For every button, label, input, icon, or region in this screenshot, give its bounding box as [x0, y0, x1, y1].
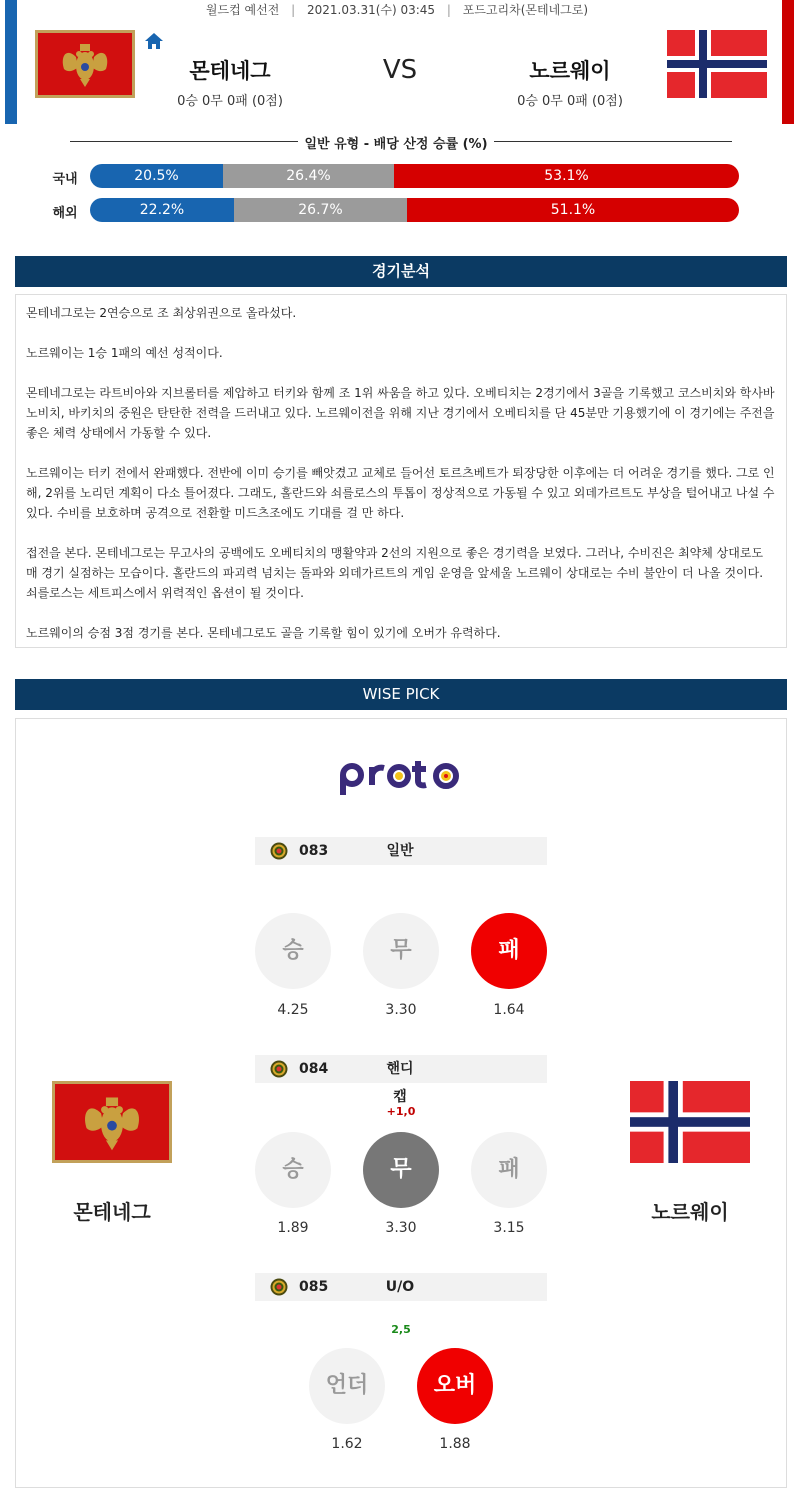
odd-value: 1.89 — [277, 1220, 309, 1236]
analysis-paragraph: 몬테네그로는 라트비아와 지브롤터를 제압하고 터키와 함께 조 1위 싸움을 하고 있다. 오베티치는 2경기에서 3골을 기록했고 코스비치와 학사바노비치, 바키치의 중원은 탄탄한 전력을 드러내고 있다. 노르웨이전을 위해 지난 경기에서 오베티치를 단 45분만 기용했기에 이 경기에는 주전을 좋은 체력 상태에서 가동할 수 있다. — [26, 386, 775, 440]
option-over-circle-selected[interactable]: 오버 — [417, 1348, 493, 1424]
probability-row-label: 해외 — [52, 206, 78, 221]
option-lose-circle-selected[interactable]: 패 — [471, 913, 547, 989]
home-team-record: 0승 0무 0패 (0점) — [177, 94, 283, 109]
option-win-circle[interactable]: 승 — [255, 913, 331, 989]
odd-value: 1.64 — [493, 1002, 525, 1018]
match-info-line — [0, 0, 794, 20]
away-team-record: 0승 0무 0패 (0점) — [517, 94, 623, 109]
league-text: 월드컵 예선전 — [205, 3, 280, 17]
bet-type: 핸디캡 — [386, 1061, 414, 1105]
pick-away-team-name: 노르웨이 — [651, 1200, 729, 1224]
odd-value: 3.30 — [385, 1220, 417, 1236]
target-icon — [270, 1060, 288, 1078]
probability-bar-domestic — [90, 164, 739, 188]
odd-value: 1.62 — [331, 1436, 363, 1452]
option-lose-circle[interactable]: 패 — [471, 1132, 547, 1208]
total-line-value: 2,5 — [391, 1323, 411, 1336]
norway-flag-icon — [630, 1081, 750, 1163]
home-icon — [144, 32, 164, 50]
target-icon — [270, 842, 288, 860]
option-win-circle[interactable]: 승 — [255, 1132, 331, 1208]
venue-text: 포드고리차(몬테네그로) — [462, 3, 589, 17]
divider — [70, 141, 298, 142]
montenegro-flag-icon — [35, 30, 135, 98]
bet-header-084 — [255, 1055, 547, 1105]
odd-value: 3.30 — [385, 1002, 417, 1018]
win-probability: 22.2% — [90, 198, 234, 222]
probability-row-label: 국내 — [52, 172, 78, 187]
probability-title: 일반 유형 - 배당 산정 승률 (%) — [304, 137, 488, 152]
handicap-value: +1,0 — [386, 1105, 416, 1118]
probability-bar-overseas — [90, 198, 739, 222]
lose-probability: 51.1% — [407, 198, 739, 222]
divider — [494, 141, 732, 142]
draw-probability: 26.4% — [223, 164, 394, 188]
bet-number: 085 — [299, 1279, 329, 1295]
separator: | — [291, 3, 296, 17]
analysis-paragraph: 노르웨이는 1승 1패의 예선 성적이다. — [26, 346, 223, 360]
analysis-paragraph: 노르웨이의 승점 3점 경기를 본다. 몬테네그로도 골을 기록할 힘이 있기에 오버가 유력하다. — [26, 626, 501, 640]
target-icon — [270, 1278, 288, 1296]
vs-label: VS — [382, 55, 418, 85]
analysis-paragraph: 몬테네그로는 2연승으로 조 최상위권으로 올라섰다. — [26, 306, 297, 320]
bet-type: U/O — [385, 1279, 415, 1295]
bet-number: 084 — [299, 1061, 329, 1077]
lose-probability: 53.1% — [394, 164, 739, 188]
analysis-text-box — [15, 294, 787, 648]
analysis-paragraph: 노르웨이는 터키 전에서 완패했다. 전반에 이미 승기를 빼앗겼고 교체로 들어선 토르츠베트가 퇴장당한 이후에는 더 어려운 경기를 했다. 그로 인해, 2위를 노리던 계획이 다소 틀어졌다. 그래도, 홀란드와 쇠를로스의 투톱이 정상적으로 가동될 수 있고 외데가르트도 부상을 털어내고 나설 수 있다. 수비를 보호하며 공격으로 전환할 미드츠조에도 기대를 걸 만 하다. — [26, 466, 775, 520]
bet-header-085 — [255, 1273, 547, 1301]
odd-value: 4.25 — [277, 1002, 309, 1018]
wise-pick-section-header: WISE PICK — [15, 679, 787, 710]
win-probability: 20.5% — [90, 164, 223, 188]
odd-value: 1.88 — [439, 1436, 471, 1452]
pick-home-team-name: 몬테네그 — [73, 1200, 151, 1224]
proto-logo — [338, 755, 466, 799]
datetime-text: 2021.03.31(수) 03:45 — [307, 3, 436, 17]
bet-header-083 — [255, 837, 547, 865]
bet-number: 083 — [299, 843, 329, 859]
option-under-circle[interactable]: 언더 — [309, 1348, 385, 1424]
norway-flag-icon — [667, 30, 767, 98]
home-color-bar — [5, 0, 17, 124]
montenegro-flag-icon — [52, 1081, 172, 1163]
analysis-section-header: 경기분석 — [15, 256, 787, 287]
draw-probability: 26.7% — [234, 198, 407, 222]
away-team-name: 노르웨이 — [529, 59, 611, 83]
analysis-paragraph: 접전을 본다. 몬테네그로는 무고사의 공백에도 오베티치의 맹활약과 2선의 지원으로 좋은 경기력을 보였다. 그러나, 수비진은 최약체 상대로도 매 경기 실점하는 모습이다. 홀란드의 파괴력 넘치는 돌파와 외데가르트의 게임 운영을 앞세울 노르웨이 상대로는 수비 불안이 더 나올 것이다. 쇠를로스는 세트피스에서 위력적인 옵션이 될 것이다. — [26, 546, 764, 600]
away-color-bar — [782, 0, 794, 124]
separator: | — [446, 3, 451, 17]
home-team-name: 몬테네그 — [189, 59, 271, 83]
option-draw-circle-selected[interactable]: 무 — [363, 1132, 439, 1208]
odd-value: 3.15 — [493, 1220, 525, 1236]
option-draw-circle[interactable]: 무 — [363, 913, 439, 989]
bet-type: 일반 — [386, 843, 414, 859]
